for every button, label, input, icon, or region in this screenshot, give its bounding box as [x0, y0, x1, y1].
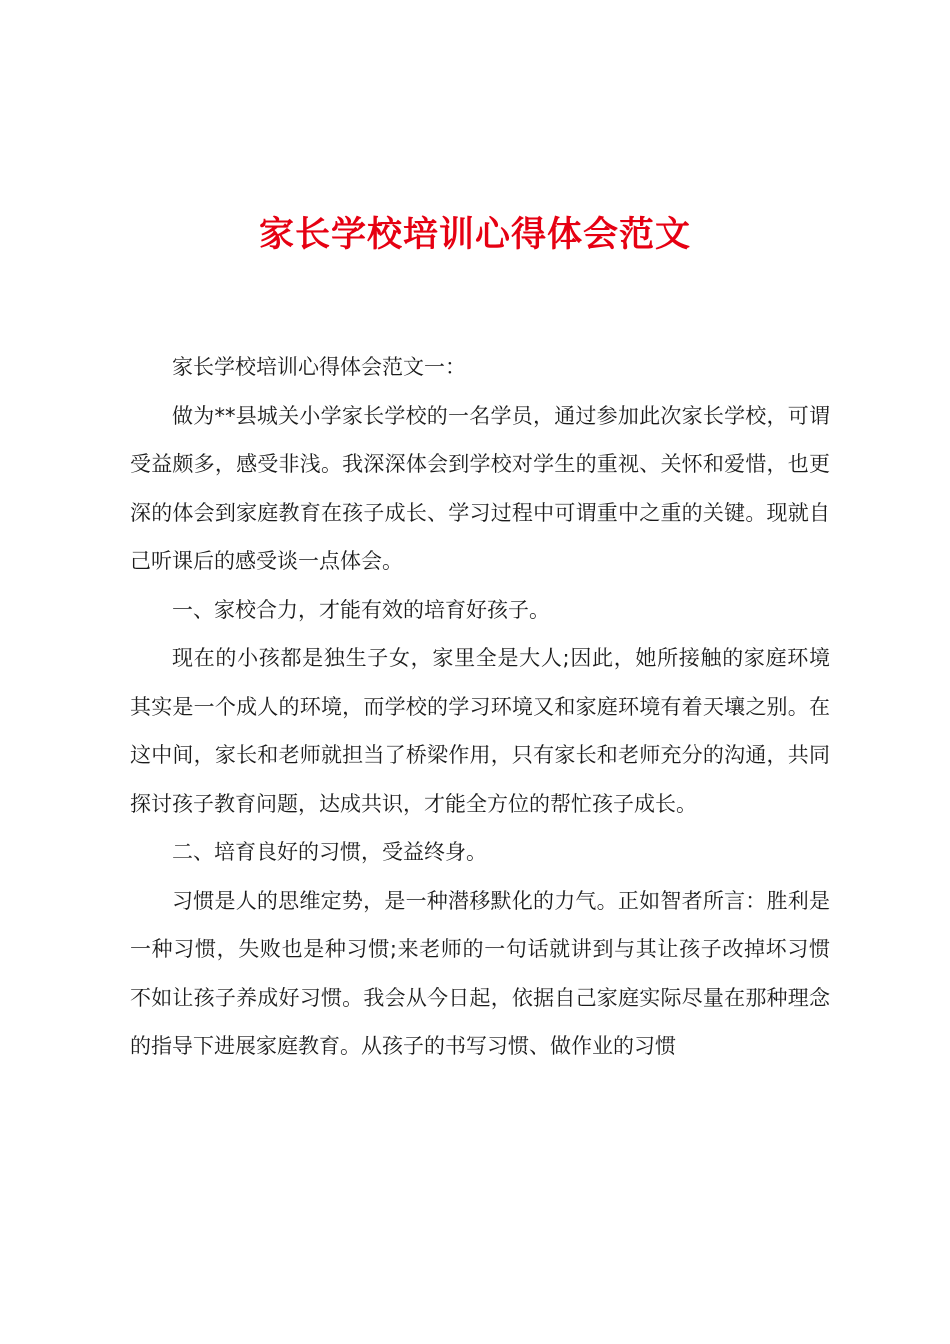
- paragraph-heading: 家长学校培训心得体会范文一：: [172, 355, 466, 379]
- document-title: 家长学校培训心得体会范文: [258, 214, 691, 255]
- paragraph-section-2: 习惯是人的思维定势，是一种潜移默化的力气。正如智者所言：胜利是一种习惯，失败也是种习惯;来老师的一句话就讲到与其让孩子改掉坏习惯不如让孩子养成好习惯。我会从今日起，依据自己家庭实际尽量在那种理念的指导下进展家庭教育。从孩子的书写习惯、做作业的习惯: [130, 888, 830, 1058]
- section-heading-1: 一、家校合力，才能有效的培育好孩子。: [172, 597, 550, 622]
- section-heading-2: 二、培育良好的习惯，受益终身。: [172, 840, 487, 864]
- document-body: [130, 343, 830, 1071]
- paragraph-section-1: 现在的小孩都是独生子女，家里全是大人;因此，她所接触的家庭环境其实是一个成人的环境，而学校的学习环境又和家庭环境有着天壤之别。在这中间，家长和老师就担当了桥梁作用，只有家长和老师充分的沟通，共同探讨孩子教育问题，达成共识，才能全方位的帮忙孩子成长。: [130, 646, 830, 816]
- paragraph-intro: 做为**县城关小学家长学校的一名学员，通过参加此次家长学校，可谓受益颇多，感受非浅。我深深体会到学校对学生的重视、关怀和爱惜，也更深的体会到家庭教育在孩子成长、学习过程中可谓重中之重的关键。现就自己听课后的感受谈一点体会。: [130, 403, 830, 573]
